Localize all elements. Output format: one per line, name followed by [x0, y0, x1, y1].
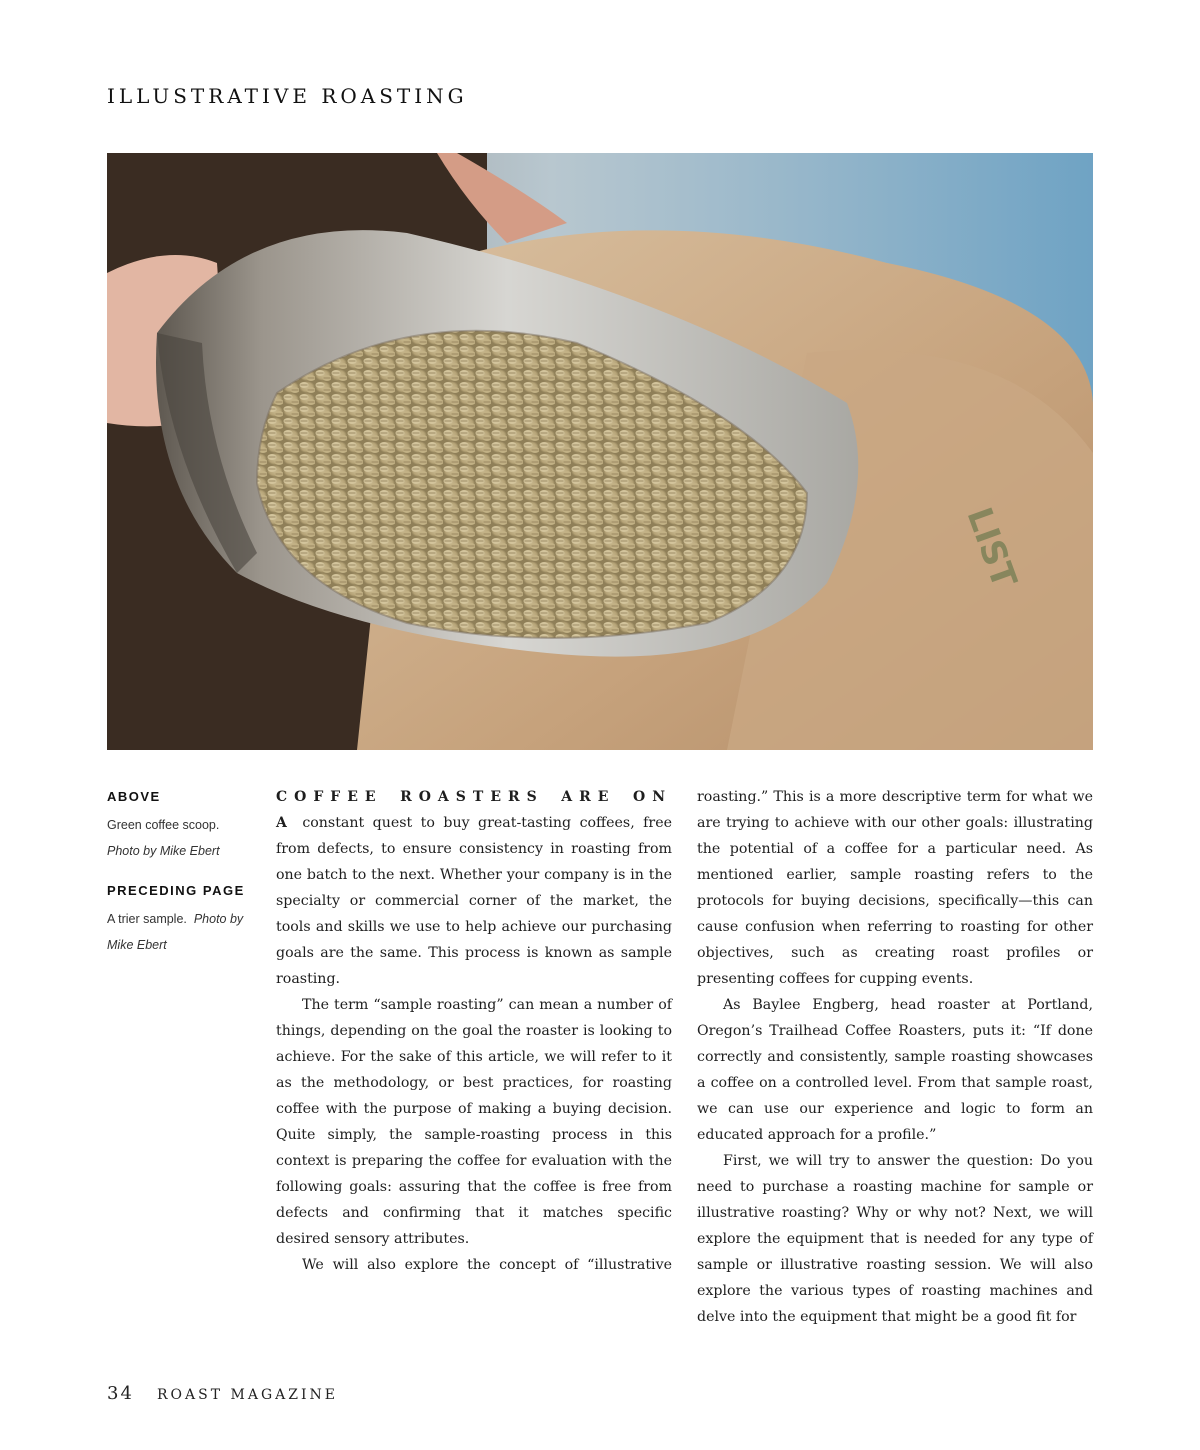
article-paragraph-3-continued: roasting.” This is a more descriptive term for what we are trying to achieve with our other goals: illustrating the potential of a coffee for a particular need. As mentioned earlier, sample roasting refers to the protocols for buying decisions, specifically—this can cause confusion when referring to roasting for other objectives, such as creating roast profiles or presenting coffees for cupping events.	[697, 789, 1093, 987]
article-column-2	[697, 784, 1093, 1330]
photo-credit-preceding: Photo by Mike Ebert	[107, 912, 244, 952]
page-footer	[107, 1383, 338, 1404]
article-paragraph-2: The term “sample roasting” can mean a number of things, depending on the goal the roaster is looking to achieve. For the sake of this article, we will refer to it as the methodology, or best practices, for roasting coffee with the purpose of making a buying decision. Quite simply, the sample-roasting process in this context is preparing the coffee for evaluation with the following goals: assuring that the coffee is free from defects and confirming that it matches specific desired sensory attributes.	[276, 997, 672, 1247]
photo-credit-above: Photo by Mike Ebert	[107, 844, 220, 858]
article-lead-in: COFFEE ROASTERS ARE ON A	[276, 789, 672, 831]
article-paragraph-5: First, we will try to answer the question: Do you need to purchase a roasting machine for sample or illustrative roasting? Why or why not? Next, we will explore the equipment that is needed for any type of sample or illustrative roasting session. We will also explore the various types of roasting machines and delve into the equipment that might be a good fit for	[697, 1153, 1093, 1325]
caption-heading-above: ABOVE	[107, 789, 161, 804]
magazine-name: ROAST MAGAZINE	[157, 1387, 338, 1403]
caption-text-above: Green coffee scoop.	[107, 818, 220, 832]
article-paragraph-1-text: constant quest to buy great-tasting coffees, free from defects, to ensure consistency in roasting from one batch to the next. Whether your company is in the specialty or commercial corner of the market, the tools and skills we use to help achieve our purchasing goals are the same. This process is known as sample roasting.	[276, 815, 672, 987]
caption-preceding-page	[107, 882, 257, 958]
caption-above	[107, 788, 257, 864]
article-column-1	[276, 784, 672, 1278]
svg-text:LIST: LIST	[958, 502, 1025, 594]
caption-heading-preceding: PRECEDING PAGE	[107, 883, 245, 898]
article-paragraph-1	[276, 784, 672, 992]
caption-text-preceding: A trier sample.	[107, 912, 187, 926]
article-paragraph-4: As Baylee Engberg, head roaster at Portland, Oregon’s Trailhead Coffee Roasters, puts it: “If done correctly and consistently, sample roasting showcases a coffee on a controlled level. From that sample roast, we can use our experience and logic to form an educated approach for a profile.”	[697, 997, 1093, 1143]
article-paragraph-3: We will also explore the concept of “illustrative	[302, 1257, 672, 1273]
section-title: ILLUSTRATIVE ROASTING	[107, 84, 468, 108]
photo-captions	[107, 788, 257, 958]
page-number: 34	[107, 1383, 134, 1404]
green-coffee-scoop-photo	[107, 153, 1093, 750]
